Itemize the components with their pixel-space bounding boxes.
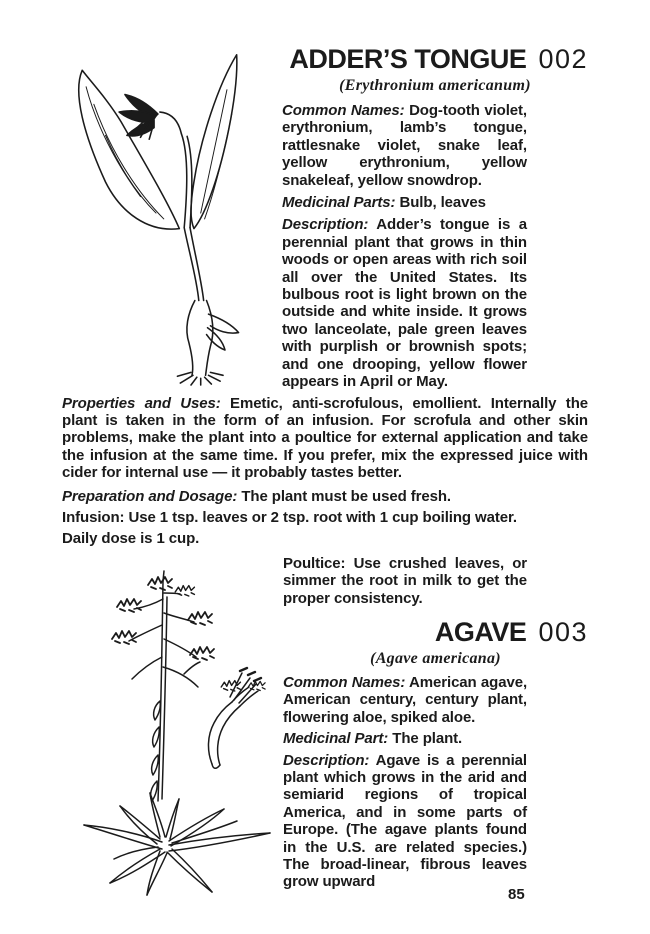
plant-line-art-icon	[32, 46, 282, 386]
adders-tongue-illustration	[32, 46, 282, 386]
entry-number: 002	[538, 44, 588, 74]
infusion-note: Infusion: Use 1 tsp. leaves or 2 tsp. root with 1 cup boiling water.	[62, 508, 517, 526]
properties-and-uses-text: Emetic, anti-scrofulous, emollient. Internally the plant is taken in the form of an infusion. For scrofula and other skin problems, make the plant into a poultice for external application and take the infusion at the same time. If you prefer, mix the expressed juice with cider for internal use — it probably tastes better.	[62, 394, 588, 482]
latin-name: (Erythronium americanum)	[339, 77, 531, 94]
poultice-note: Poultice: Use crushed leaves, or simmer the root in milk to get the proper consistency.	[283, 554, 527, 607]
entry-agave	[62, 555, 588, 891]
latin-name: (Agave americana)	[370, 649, 501, 667]
description-text: Agave is a perennial plant which grows in the arid and semiarid regions of tropical America, and in some parts of Europe. (The agave plants found in the U.S. are related species.) The broad-linear, fibrous leaves grow upward	[283, 751, 527, 891]
description-label: Description:	[282, 216, 369, 234]
entry-number: 003	[538, 616, 588, 647]
preparation-and-dosage-paragraph	[62, 488, 588, 505]
entry-title: ADDER’S TONGUE	[289, 44, 527, 74]
common-names-text: American agave, American century, century plant, flowering aloe, spiked aloe.	[283, 673, 528, 726]
description-label: Description:	[283, 751, 370, 769]
entry-adders-tongue	[62, 46, 588, 548]
common-names-label: Common Names:	[283, 673, 406, 691]
plant-line-art-icon	[62, 559, 283, 909]
agave-illustration	[62, 559, 283, 924]
daily-dose-note: Daily dose is 1 cup.	[62, 530, 200, 548]
preparation-and-dosage-text: The plant must be used fresh.	[241, 487, 451, 505]
medicinal-parts-text: Bulb, leaves	[399, 194, 486, 212]
common-names-text: Dog-tooth violet, erythronium, lamb’s tongue, rattlesnake violet, snake leaf, yellow erythronium, yellow snakeleaf, yellow snowdrop.	[282, 102, 527, 189]
page-number: 85	[508, 886, 525, 903]
medicinal-part-text: The plant.	[392, 730, 463, 748]
entry-title: AGAVE	[434, 616, 527, 647]
preparation-and-dosage-label: Preparation and Dosage:	[62, 487, 238, 505]
medicinal-part-label: Medicinal Part:	[283, 730, 389, 748]
medicinal-parts-label: Medicinal Parts:	[282, 194, 396, 212]
description-text: Adder’s tongue is a perennial plant that grows in thin woods or open areas with rich soil all over the United States. Its bulbous root is light brown on the outside and white inside. It grows two lanceolate, pale green leaves with purplish or brownish spots; and one drooping, yellow flower appears in April or May.	[282, 216, 527, 391]
properties-and-uses-label: Properties and Uses:	[62, 394, 221, 412]
common-names-label: Common Names:	[282, 102, 405, 119]
properties-and-uses-paragraph	[62, 395, 588, 482]
